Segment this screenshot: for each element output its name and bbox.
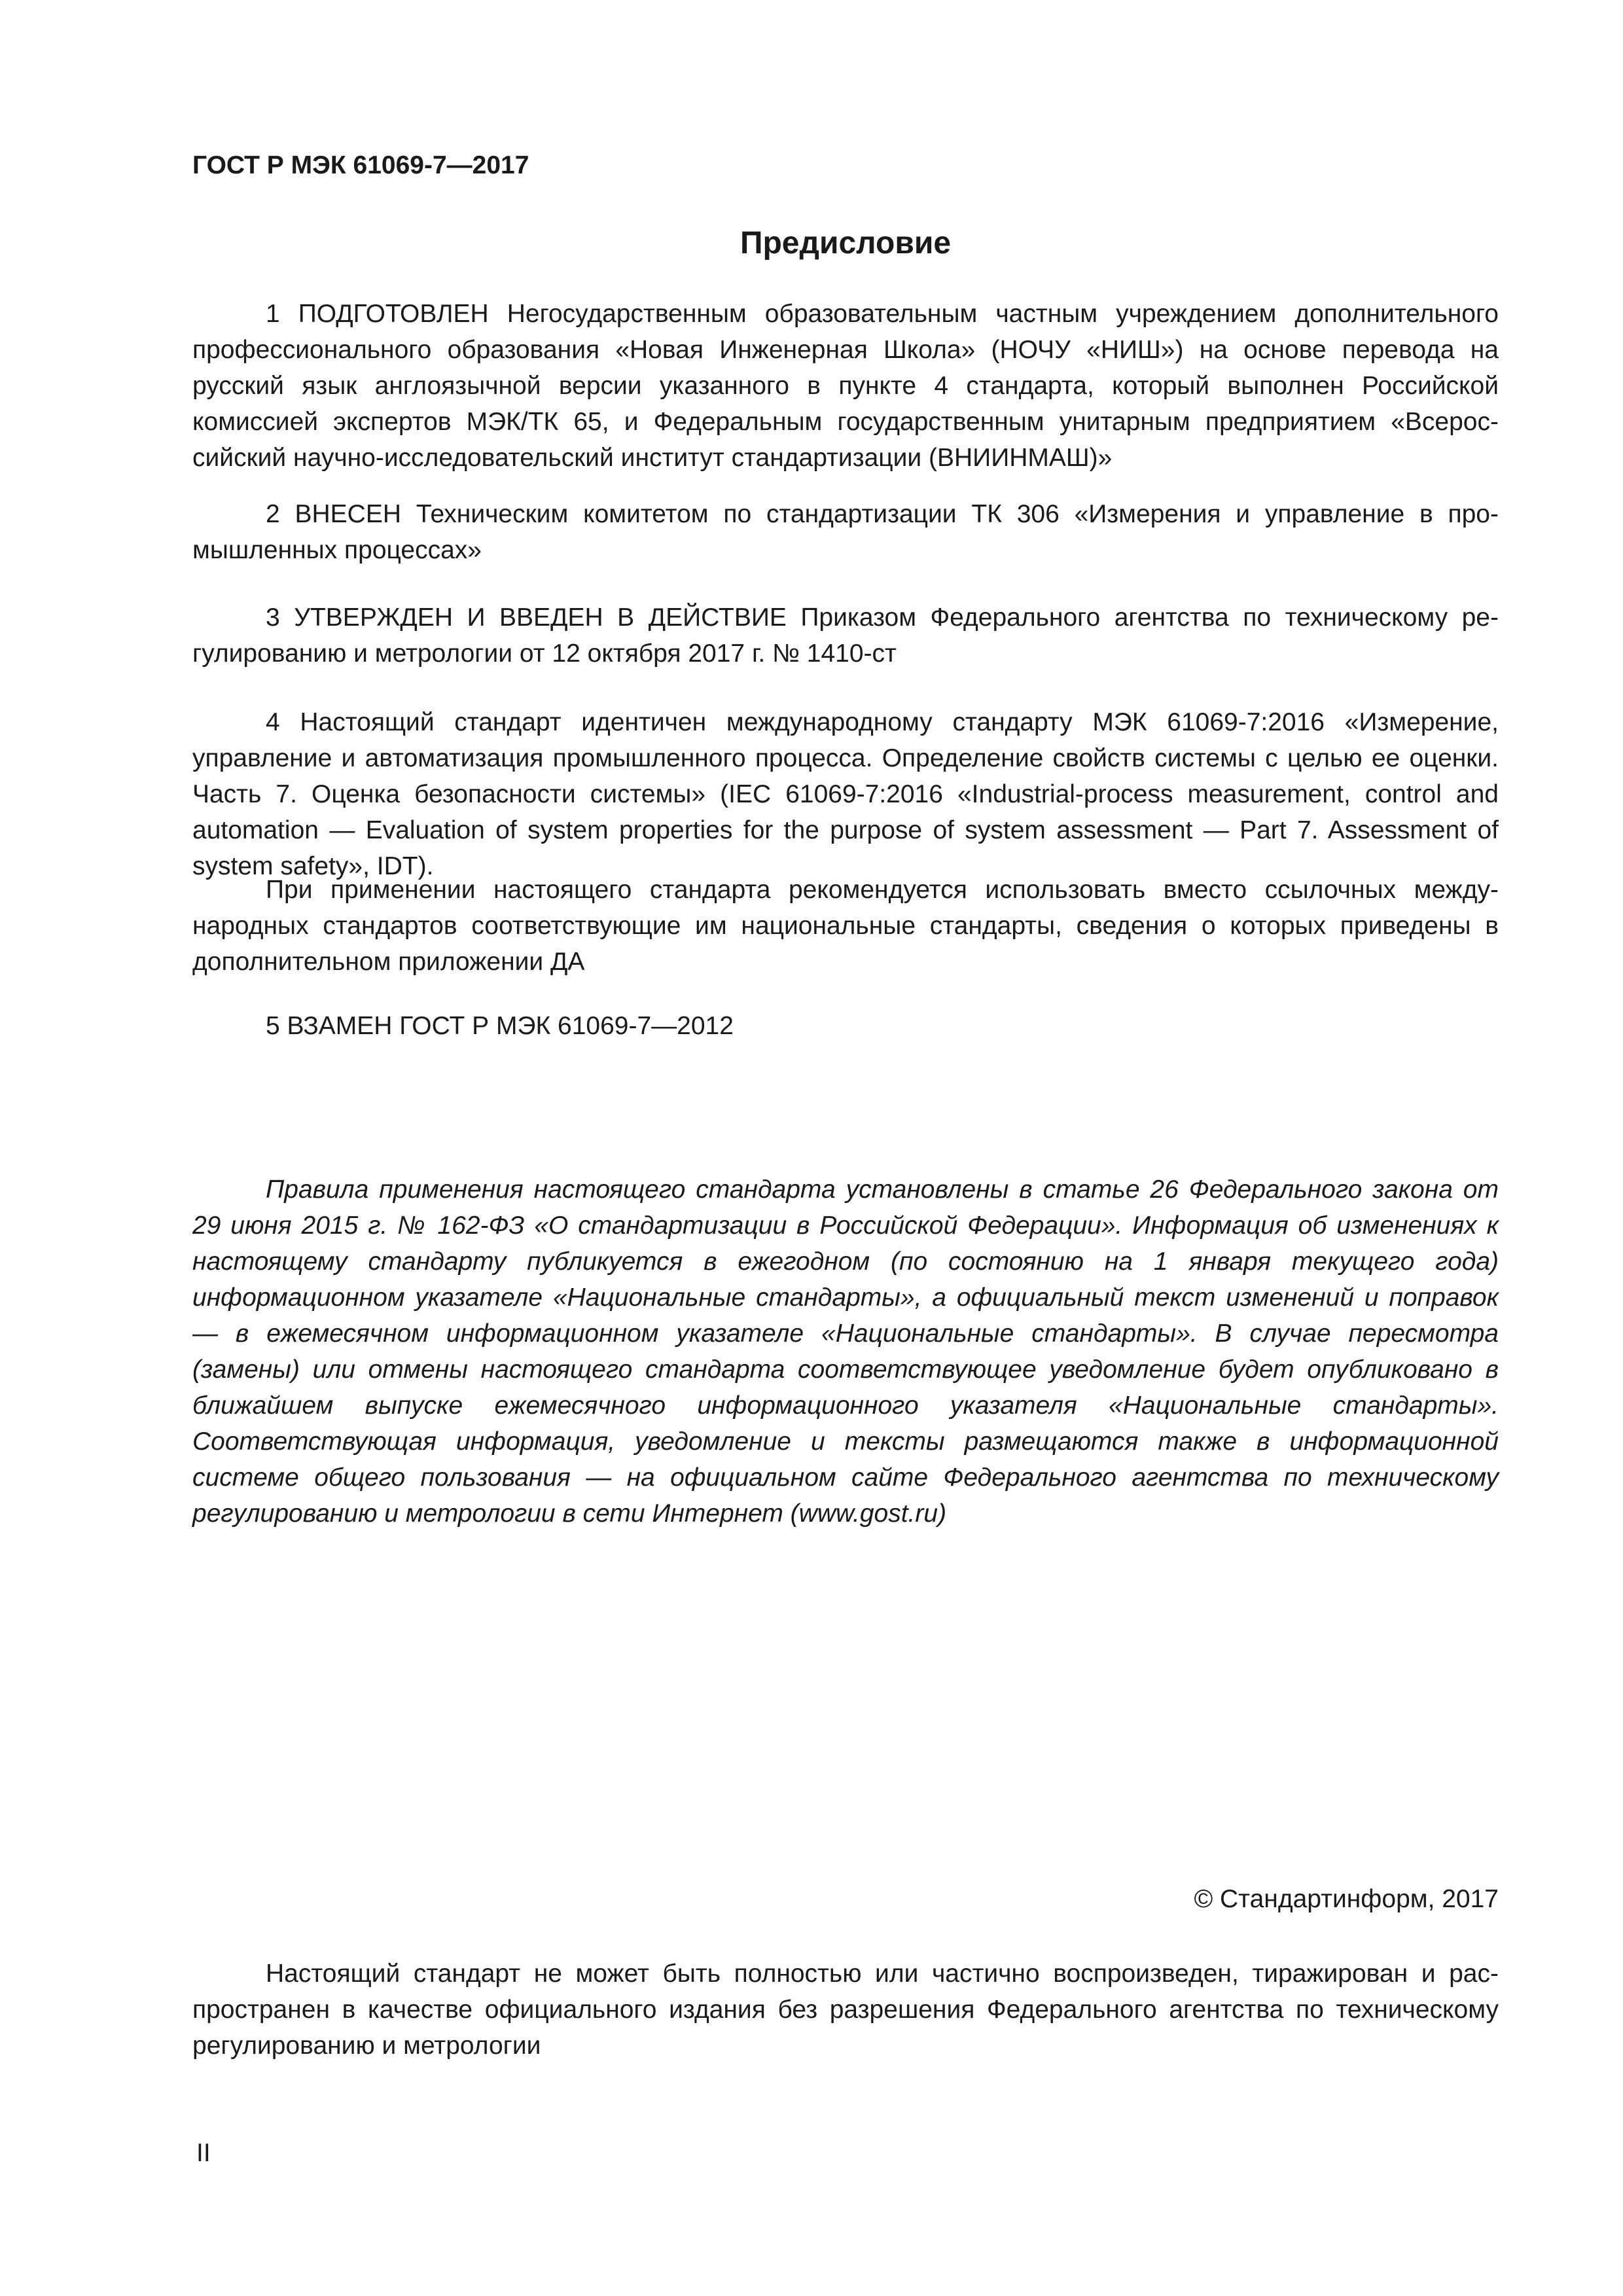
page-title: Предисловие [740, 226, 952, 260]
copyright: © Стандартинформ, 2017 [1194, 1885, 1499, 1913]
standard-application-notice: Правила применения настоящего стандарта установлены в статье 26 Федерального закона от 29 июня 2015 г. № 162-ФЗ «О стандартизации в Российской Федерации». Информация об изменениях к настоящему стандарту публикуется в ежегодном (по состоянию на 1 января текущего года) информационном указателе «Национальные стандарты», а официальный текст изменений и поправок — в ежемесячном информационном указателе «Национальные стандарты». В случае пересмотра (замены) или отмены настоящего стандарта соответствующее уведомление будет опубликовано в ближайшем выпуске ежемесячного информационного указателя «Национальные стандарты». Соответствующая информация, уведомление и тексты размещаются также в информационной системе общего пользования — на официальном сайте Федерального агентства по техническому регулированию и метрологии в сети Интернет (www.gost.ru) [192, 1175, 1499, 1528]
paragraph-3-approved: 3 УТВЕРЖДЕН И ВВЕДЕН В ДЕЙСТВИЕ Приказом Федерального агентства по техническому регулированию и метрологии от 12 октября 2017 г. № 1410-ст [192, 603, 1499, 668]
paragraph-1-prepared: 1 ПОДГОТОВЛЕН Негосударственным образовательным частным учреждением дополнительного профессионального образования «Новая Инженерная Школа» (НОЧУ «НИШ») на основе перевода на русский язык англоязычной версии указанного в пункте 4 стандарта, который выполнен Российской комиссией экспертов МЭК/ТК 65, и Федеральным государственным унитарным предприятием «Всероссийский научно-исследовательский институт стандартизации (ВНИИНМАШ)» [192, 300, 1499, 472]
paragraph-5-replaces: 5 ВЗАМЕН ГОСТ Р МЭК 61069-7—2012 [266, 1012, 734, 1040]
paragraph-2-introduced: 2 ВНЕСЕН Техническим комитетом по стандартизации ТК 306 «Измерения и управление в промышленных процессах» [192, 500, 1499, 564]
reproduction-notice: Настоящий стандарт не может быть полностью или частично воспроизведен, тиражирован и распространен в качестве официального издания без разрешения Федерального агентства по техническому регулированию и метрологии [192, 1960, 1499, 2060]
paragraph-4-application-note: При применении настоящего стандарта рекомендуется использовать вместо ссылочных международных стандартов соответствующие им национальные стандарты, сведения о которых приведены в дополнительном приложении ДА [192, 876, 1499, 976]
paragraph-4-identical: 4 Настоящий стандарт идентичен международному стандарту МЭК 61069-7:2016 «Измерение, управление и автоматизация промышленного процесса. Определение свойств системы с целью ее оценки. Часть 7. Оценка безопасности системы» (IEC 61069-7:2016 «Industrial-process measurement, control and automation — Evaluation of system properties for the purpose of system assessment — Part 7. Assessment of system safety», IDT). [192, 708, 1499, 880]
page-number: II [196, 2139, 211, 2167]
document-code: ГОСТ Р МЭК 61069-7—2017 [192, 151, 529, 179]
